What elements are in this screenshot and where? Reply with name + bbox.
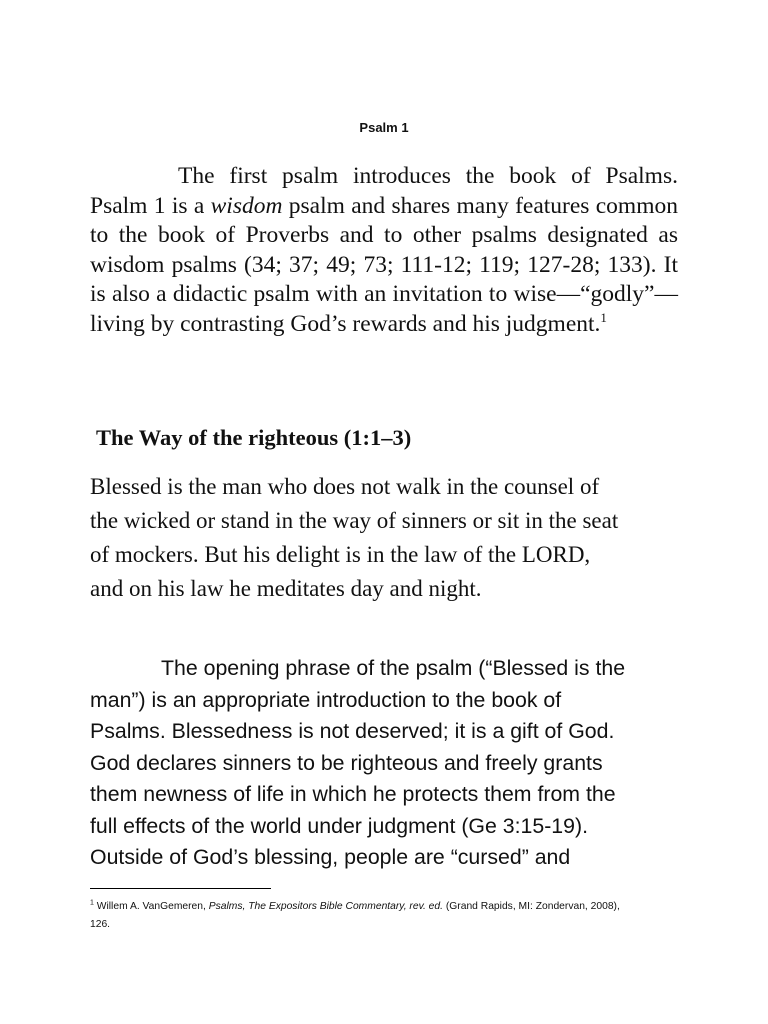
section-heading: The Way of the righteous (1:1–3) xyxy=(96,425,412,450)
footnote-author: Willem A. VanGemeren, xyxy=(93,901,209,912)
commentary-line: Psalms. Blessedness is not deserved; it is a gift of God. xyxy=(90,719,615,743)
verse-line: Blessed is the man who does not walk in the counsel of xyxy=(90,474,600,499)
commentary-line-text: The opening phrase of the psalm (“Blessed is the xyxy=(161,656,626,680)
commentary-line: Outside of God’s blessing, people are “cursed” and xyxy=(90,845,571,869)
commentary-line xyxy=(90,653,690,685)
intro-text-start: The first psalm introduces the book of Psalms. Psalm 1 is a xyxy=(90,163,678,219)
verse-block xyxy=(90,470,690,606)
intro-italic-term: wisdom xyxy=(210,192,283,219)
footnote-separator xyxy=(90,888,271,889)
verse-line: the wicked or stand in the way of sinners or sit in the seat xyxy=(90,508,619,533)
commentary-line: full effects of the world under judgment (Ge 3:15-19). xyxy=(90,813,588,838)
footnote-line xyxy=(90,898,702,916)
page-title: Psalm 1 xyxy=(359,120,409,135)
footnote-work-title: Psalms, The Expositors Bible Commentary, rev. ed. xyxy=(208,901,443,912)
commentary-line: God declares sinners to be righteous and freely grants xyxy=(90,750,603,775)
commentary-line: them newness of life in which he protects them from the xyxy=(90,782,616,806)
footnote-reference[interactable]: 1 xyxy=(600,310,607,326)
footnote-number: 1 xyxy=(90,899,94,907)
verse-line: of mockers. But his delight is in the law of the LORD, xyxy=(90,542,591,567)
footnote xyxy=(90,898,702,934)
commentary-paragraph xyxy=(90,653,690,874)
intro-text-end: psalm and shares many features common to the book of Proverbs and to other psalms designated as wisdom psalms (34; 37; 49; 73; 111-12; 119; 127-28; 133). It is also a didactic psalm with an invitation to wise—“godly”—living by contrasting God’s rewards and his judgment. xyxy=(90,192,678,337)
intro-paragraph xyxy=(90,162,678,340)
footnote-pages: 126. xyxy=(90,919,111,930)
commentary-line: man”) is an appropriate introduction to the book of xyxy=(90,687,562,712)
footnote-publication: (Grand Rapids, MI: Zondervan, 2008), xyxy=(443,901,620,912)
verse-line: and on his law he meditates day and night. xyxy=(90,576,482,601)
